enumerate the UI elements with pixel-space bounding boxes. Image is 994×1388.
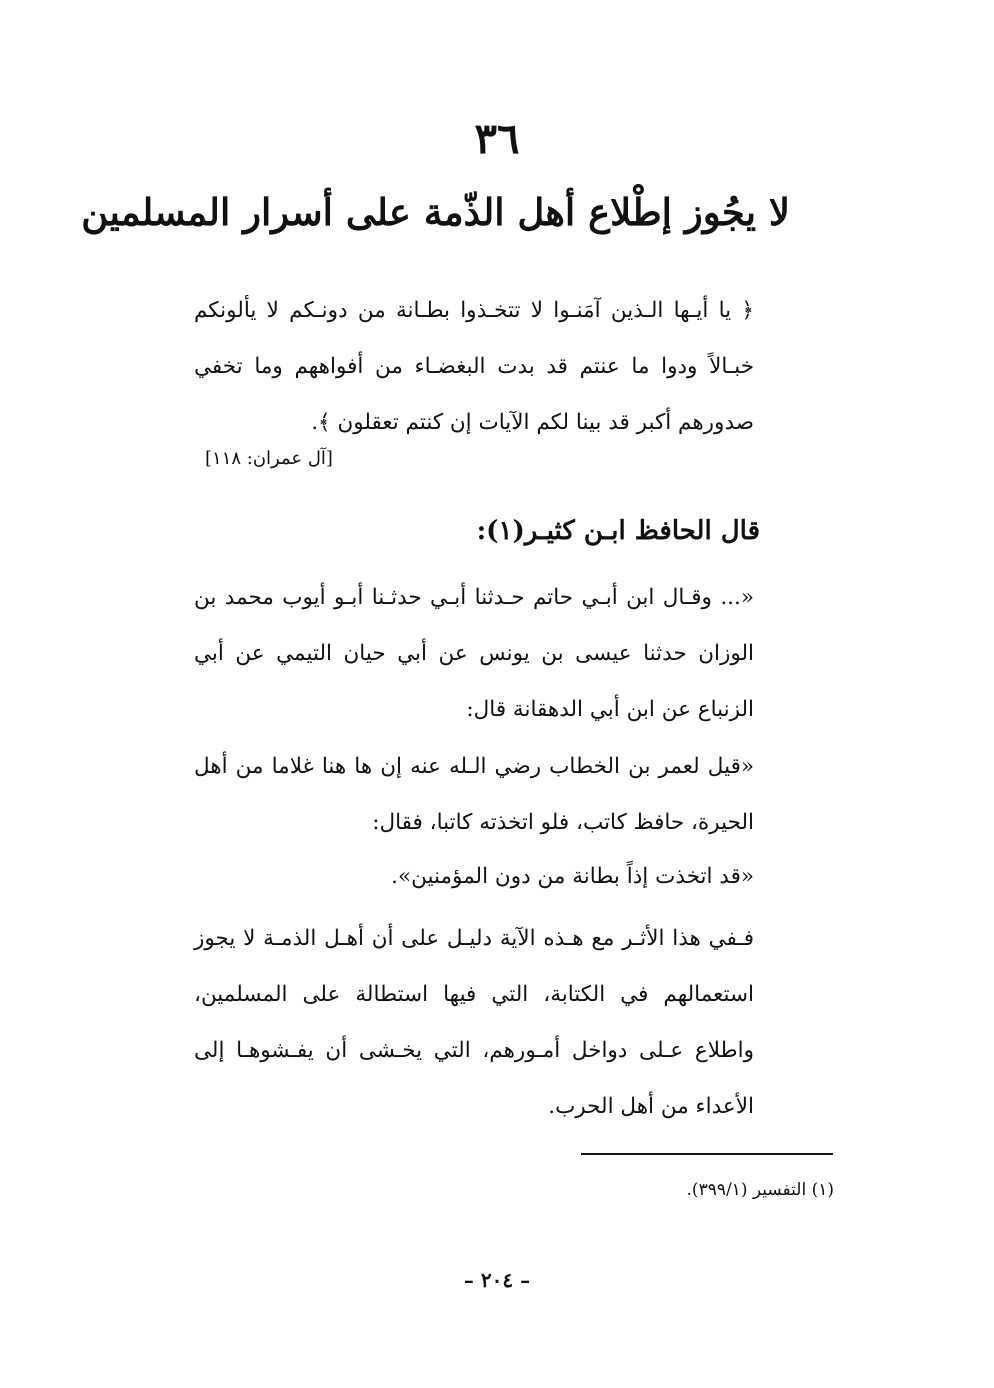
section-heading: قال الحافظ ابـن كثيـر(١):: [476, 516, 760, 546]
quran-verse: ﴿ يا أيـها الـذين آمَنـوا لا تتخـذوا بطـانة من دونـكم لا يألونكم خبـالاً ودوا ما عنتم قد بدت البغضـاء من أفواههم وما تخفي صدورهم أكبر قد بينا لكم الآيات إن كنتم تعقلون ﴾.: [194, 298, 754, 435]
footnote: (١) التفسير (٣٩٩/١).: [686, 1180, 834, 1200]
commentary-paragraph: فـفي هذا الأثـر مع هـذه الآية دليـل على أن أهـل الذمـة لا يجوز استعمالهم في الكتابة، التي فيها استطالة على المسلمين، واطلاع عـلى دواخل أمـورهم، التي يخـشى أن يفـشوهـا إلى الأعداء من أهل الحرب.: [194, 926, 754, 1119]
chapter-number: ٣٦: [474, 114, 520, 163]
narration-report: «قيل لعمر بن الخطاب رضي الـله عنه إن ها هنا غلاما من أهل الحيرة، حافظ كاتب، فلو اتخذته كاتبا، فقال:: [194, 754, 754, 835]
narration-reply: «قد اتخذت إذاً بطانة من دون المؤمنين».: [391, 864, 754, 889]
footnote-divider: [581, 1153, 833, 1155]
narration-chain: «... وقـال ابن أبـي حاتم حـدثنا أبـي حدثـنا أبـو أيوب محمد بن الوزان حدثنا عيسى بن يونس عن أبي حيان التيمي عن أبي الزنباع عن ابن أبي الدهقانة قال:: [194, 585, 754, 722]
page-number: – ٢٠٤ –: [463, 1268, 531, 1292]
verse-reference: [آل عمران: ١١٨]: [205, 448, 333, 469]
chapter-title: لا يجُوز إطْلاع أهل الذّمة على أسرار المسلمين: [81, 190, 790, 234]
